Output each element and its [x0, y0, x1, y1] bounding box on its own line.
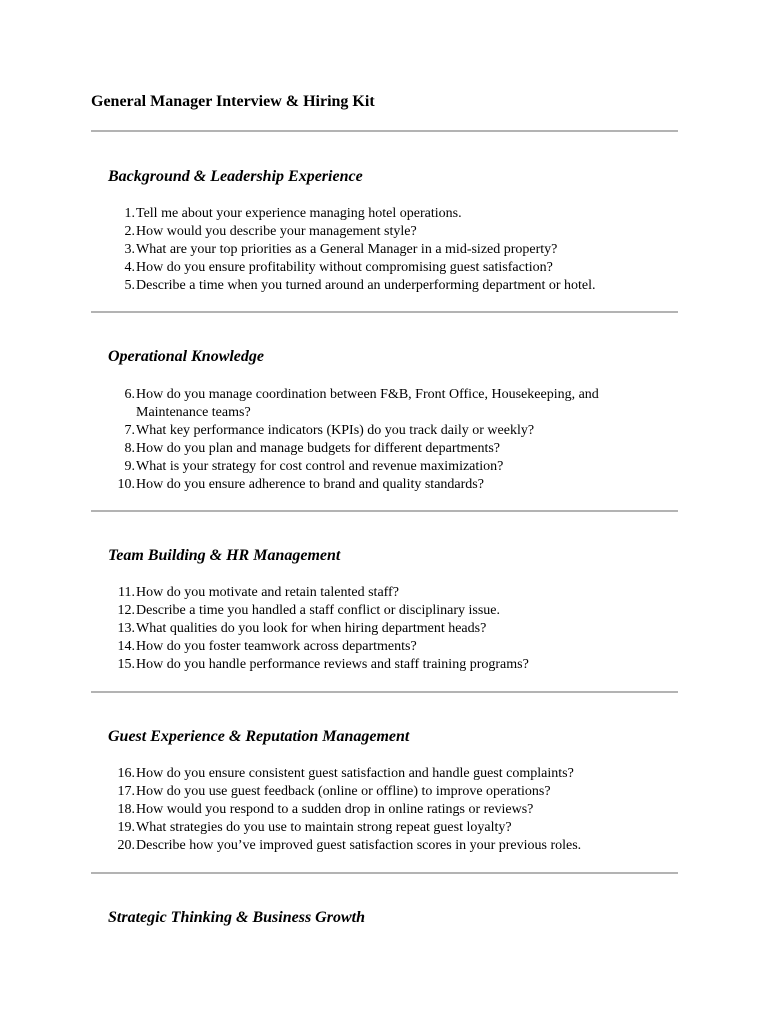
question-item [108, 386, 648, 422]
question-number: 20. [117, 838, 135, 853]
question-number: 2. [124, 224, 135, 239]
question-number: 6. [124, 387, 135, 402]
question-text: What key performance indicators (KPIs) do you track daily or weekly? [136, 423, 535, 438]
question-item [108, 620, 648, 638]
question-number: 10. [117, 477, 135, 492]
question-item [108, 422, 648, 440]
question-text: What are your top priorities as a General Manager in a mid-sized property? [136, 242, 558, 257]
question-text: How do you foster teamwork across departments? [136, 639, 417, 654]
question-text: Describe a time when you turned around an underperforming department or hotel. [136, 278, 596, 293]
section-heading-guest-experience: Guest Experience & Reputation Management [108, 728, 410, 745]
question-text: Describe how you’ve improved guest satisfaction scores in your previous roles. [136, 838, 582, 853]
question-item [108, 241, 648, 259]
question-item [108, 584, 648, 602]
section-divider [91, 311, 678, 313]
question-item [108, 638, 648, 656]
question-list-background-leadership [108, 205, 648, 295]
section-heading-strategic-thinking: Strategic Thinking & Business Growth [108, 909, 365, 926]
question-number: 4. [124, 260, 135, 275]
question-number: 19. [117, 820, 135, 835]
question-item [108, 602, 648, 620]
question-number: 1. [124, 206, 135, 221]
section-divider [91, 130, 678, 132]
section-heading-team-building: Team Building & HR Management [108, 547, 341, 564]
question-text: How do you ensure consistent guest satisfaction and handle guest complaints? [136, 766, 574, 781]
question-item [108, 819, 648, 837]
question-number: 17. [117, 784, 135, 799]
question-text: Describe a time you handled a staff conflict or disciplinary issue. [136, 603, 501, 618]
question-item [108, 458, 648, 476]
question-number: 16. [117, 766, 135, 781]
question-number: 11. [118, 585, 135, 600]
question-text: How do you ensure adherence to brand and quality standards? [136, 477, 484, 492]
question-number: 8. [124, 441, 135, 456]
question-text: How would you describe your management style? [136, 224, 417, 239]
question-number: 9. [124, 459, 135, 474]
question-text: How do you handle performance reviews and staff training programs? [136, 657, 529, 672]
question-text: Tell me about your experience managing hotel operations. [136, 206, 462, 221]
section-divider [91, 691, 678, 693]
question-item [108, 476, 648, 494]
question-number: 7. [124, 423, 135, 438]
question-number: 5. [124, 278, 135, 293]
question-item [108, 765, 648, 783]
question-list-operational-knowledge [108, 386, 648, 494]
question-text: What qualities do you look for when hiring department heads? [136, 621, 487, 636]
question-text: How would you respond to a sudden drop in online ratings or reviews? [136, 802, 534, 817]
question-item [108, 440, 648, 458]
question-list-guest-experience [108, 765, 648, 855]
question-item [108, 837, 648, 855]
question-item [108, 259, 648, 277]
question-number: 14. [117, 639, 135, 654]
question-text: What is your strategy for cost control and revenue maximization? [136, 459, 504, 474]
section-heading-background-leadership: Background & Leadership Experience [108, 168, 363, 185]
question-item [108, 277, 648, 295]
question-item [108, 783, 648, 801]
section-heading-operational-knowledge: Operational Knowledge [108, 348, 265, 365]
question-text: What strategies do you use to maintain strong repeat guest loyalty? [136, 820, 512, 835]
question-item [108, 801, 648, 819]
document-title: General Manager Interview & Hiring Kit [91, 93, 375, 110]
question-text: How do you manage coordination between F&B, Front Office, Housekeeping, and Maintenance teams? [136, 387, 599, 420]
question-text: How do you plan and manage budgets for different departments? [136, 441, 501, 456]
question-number: 15. [117, 657, 135, 672]
question-item [108, 223, 648, 241]
question-number: 12. [117, 603, 135, 618]
section-divider [91, 510, 678, 512]
question-text: How do you use guest feedback (online or offline) to improve operations? [136, 784, 551, 799]
question-number: 3. [124, 242, 135, 257]
question-item [108, 205, 648, 223]
section-divider [91, 872, 678, 874]
question-text: How do you motivate and retain talented staff? [136, 585, 399, 600]
question-item [108, 656, 648, 674]
question-list-team-building [108, 584, 648, 674]
question-number: 18. [117, 802, 135, 817]
question-text: How do you ensure profitability without compromising guest satisfaction? [136, 260, 553, 275]
question-number: 13. [117, 621, 135, 636]
